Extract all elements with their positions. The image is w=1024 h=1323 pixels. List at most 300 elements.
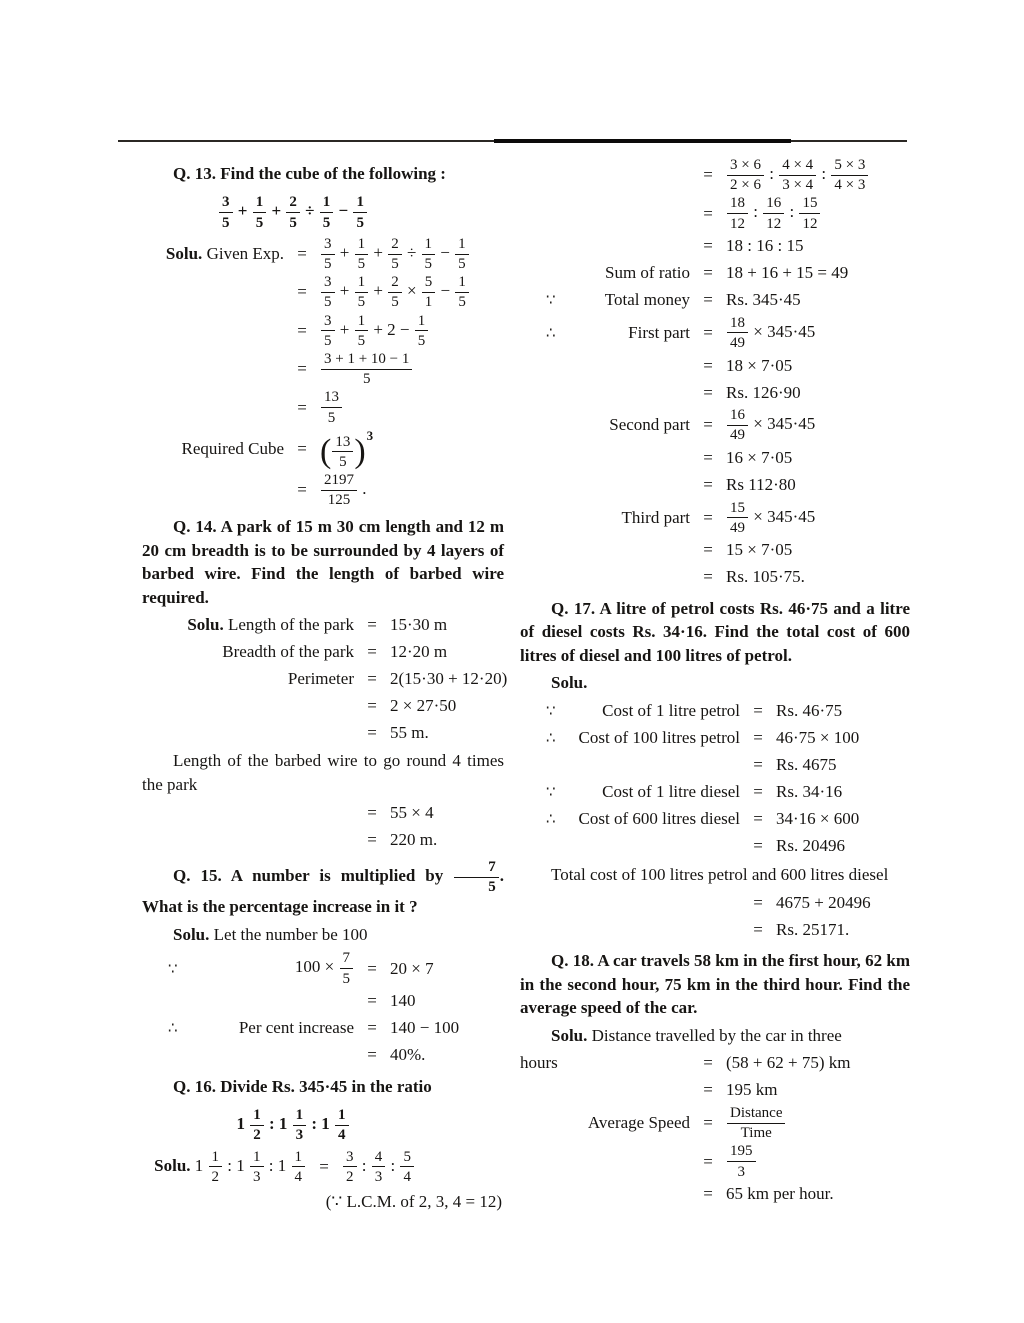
equation-lhs: [142, 669, 360, 689]
equation-rhs: [720, 1080, 910, 1100]
equation-rhs: [314, 351, 504, 387]
fraction-denominator: 5: [458, 294, 466, 311]
equation-rhs: [720, 1143, 910, 1179]
equation-row: [142, 989, 504, 1014]
text-run: 18 × 7·05: [726, 355, 793, 375]
fraction: [354, 274, 370, 310]
fraction-numerator: 7: [340, 950, 354, 969]
equation-row: [520, 834, 910, 859]
question-title: [520, 949, 910, 1019]
equation-rhs: [384, 642, 504, 662]
fraction: [320, 236, 336, 272]
fraction: [726, 500, 749, 536]
fraction-numerator: 3 × 6: [727, 157, 764, 176]
equals-sign: =: [753, 892, 763, 912]
equals-sign: =: [703, 567, 713, 587]
equation-row: [520, 1078, 910, 1103]
content: [142, 155, 910, 1218]
equation-rhs: [384, 696, 504, 716]
text-run: Rs. 345·45: [726, 290, 801, 310]
equation-rhs: [314, 274, 504, 310]
text-run: :: [817, 164, 831, 184]
equation-row: [520, 407, 910, 443]
fraction-numerator: 2197: [321, 472, 357, 491]
question-title: [142, 515, 504, 609]
equation-rhs: [720, 383, 910, 403]
text-run: 100 ×: [294, 957, 339, 977]
fraction-numerator: 3: [219, 194, 233, 213]
text-run: +: [369, 242, 388, 262]
fraction-numerator: 1: [455, 236, 469, 255]
text-run: (58 + 62 + 75) km: [726, 1053, 851, 1073]
equation-rhs: [770, 893, 910, 913]
fraction-numerator: 5: [400, 1149, 414, 1168]
text-run: + 2 −: [369, 319, 414, 339]
equation-rhs: [384, 615, 504, 635]
fraction-numerator: 3: [321, 274, 335, 293]
equals-sign: =: [367, 668, 377, 688]
text-run: Rs. 20496: [776, 836, 845, 856]
text-run: :: [357, 1155, 371, 1175]
fraction-denominator: 5: [357, 332, 366, 349]
equation-rhs: [384, 1018, 504, 1038]
equals-sign: =: [297, 320, 307, 340]
fraction-numerator: 3: [343, 1149, 357, 1168]
text-run: +: [335, 281, 354, 301]
fraction: [218, 194, 234, 230]
equation-rhs: [720, 356, 910, 376]
equals-sign: =: [703, 1184, 713, 1204]
paragraph: [142, 749, 504, 796]
equals-sign: =: [297, 244, 307, 264]
equals-sign: =: [367, 991, 377, 1011]
text-run: Q. 15. A number is multiplied by: [173, 866, 454, 886]
text-run: Rs. 46·75: [776, 701, 843, 721]
fraction-denominator: 5: [222, 214, 230, 231]
fraction: [830, 157, 869, 193]
fraction-numerator: 16: [763, 195, 784, 214]
equation-row: [142, 472, 504, 508]
equation-lhs: [520, 263, 696, 283]
equation-row: [142, 639, 504, 664]
equation-rhs: [770, 782, 910, 802]
equation-rhs: [720, 195, 910, 231]
text-run: : 1: [264, 1114, 292, 1134]
because-symbol: ∵: [168, 961, 178, 978]
fraction-numerator: 2: [388, 274, 402, 293]
equals-sign: =: [703, 236, 713, 256]
equation-lhs: [142, 642, 360, 662]
text-run: Cost of 600 litres diesel: [578, 809, 740, 829]
text-run: Average Speed: [587, 1113, 690, 1133]
equation-rhs: [770, 920, 910, 940]
question-title: [520, 597, 910, 667]
fraction: [252, 194, 268, 230]
fraction-denominator: 4 × 3: [834, 177, 866, 194]
equals-sign: =: [367, 1045, 377, 1065]
text-run: Given Exp.: [202, 244, 284, 264]
fraction-numerator: 18: [727, 195, 748, 214]
fraction-numerator: 13: [332, 434, 353, 453]
equation-rhs: [314, 472, 504, 508]
fraction-denominator: 4: [338, 1127, 346, 1144]
equation-rhs: [720, 1053, 910, 1073]
equals-sign: =: [703, 263, 713, 283]
equation-row: [142, 720, 504, 745]
equals-sign: =: [367, 829, 377, 849]
fraction-numerator: 1: [293, 1107, 307, 1126]
text-run: :: [386, 1155, 400, 1175]
text-run: Rs. 126·90: [726, 382, 801, 402]
text-run: Solu.: [154, 1155, 191, 1175]
cube-expression: [320, 428, 373, 470]
exponent: 3: [366, 427, 374, 443]
equation-row: [142, 389, 504, 425]
equals-sign: =: [703, 475, 713, 494]
text-run: Distance travelled by the car in three: [587, 1025, 842, 1045]
equals-sign: =: [703, 1151, 713, 1171]
fraction: [453, 859, 500, 895]
equals-sign: =: [703, 1053, 713, 1073]
text-run: +: [335, 242, 354, 262]
text-run: Solu.: [165, 244, 203, 264]
fraction: [726, 315, 749, 351]
text-run: Sum of ratio: [605, 263, 690, 283]
equation-rhs: [720, 475, 910, 495]
question-title: [142, 1075, 504, 1098]
fraction: [320, 351, 413, 387]
text-run: Total cost of 100 litres petrol and 600 litres diesel: [551, 864, 889, 884]
fraction-numerator: 5: [422, 274, 436, 293]
fraction-numerator: 1: [415, 313, 429, 332]
equation-rhs: [720, 1105, 910, 1141]
text-run: +: [335, 319, 354, 339]
fraction: [387, 274, 403, 310]
text-run: .: [358, 479, 367, 499]
text-run: Breadth of the park: [222, 641, 354, 661]
text-run: +: [369, 281, 388, 301]
fraction-denominator: 3: [253, 1168, 261, 1185]
text-run: Solu.: [187, 614, 224, 634]
fraction: [726, 157, 765, 193]
text-run: 20 × 7: [390, 958, 434, 978]
text-run: 195 km: [726, 1080, 778, 1100]
fraction: [354, 236, 370, 272]
fraction: [320, 472, 358, 508]
text-run: 220 m.: [390, 829, 438, 849]
paragraph: [520, 671, 910, 694]
fraction-denominator: 12: [802, 215, 818, 232]
equation-lhs: [142, 615, 360, 635]
equals-sign: =: [297, 359, 307, 379]
text-run: ÷: [402, 242, 421, 262]
fraction: [319, 194, 335, 230]
fraction-numerator: 1: [250, 1107, 264, 1126]
top-rule-bold-segment: [494, 139, 791, 143]
fraction-numerator: 1: [335, 1107, 349, 1126]
equation-lhs: [520, 1113, 696, 1133]
fraction-denominator: 49: [730, 334, 745, 351]
equation-row: [520, 1051, 910, 1076]
therefore-symbol: ∴: [546, 811, 556, 828]
therefore-symbol: ∴: [546, 325, 556, 342]
fraction-numerator: 1: [209, 1149, 223, 1168]
equation-rhs: [384, 803, 504, 823]
equation-rhs: [384, 669, 507, 689]
fraction-denominator: 2: [253, 1127, 261, 1144]
fraction: [726, 1143, 757, 1179]
question-title: [142, 162, 504, 185]
text-run: 40%.: [390, 1045, 426, 1065]
fraction-numerator: 15: [727, 500, 748, 519]
text-run: Q. 17. A litre of petrol costs Rs. 46·75 and a litre of diesel costs Rs. 34·16. Find the total cost of 600 litres of diesel and 100 litres of petrol.: [520, 598, 910, 665]
fraction-numerator: 1: [320, 194, 334, 213]
fraction-denominator: 5: [324, 332, 332, 349]
equals-sign: =: [703, 203, 713, 223]
fraction: [334, 1107, 350, 1143]
text-run: 1: [236, 1114, 250, 1134]
text-run: 15·30 m: [390, 614, 448, 634]
equation-row: [520, 380, 910, 405]
text-run: × 345·45: [749, 506, 816, 526]
fraction: [726, 195, 749, 231]
equation-row: [142, 274, 504, 310]
text-run: :: [764, 164, 779, 184]
therefore-symbol: ∴: [168, 1020, 178, 1037]
text-run: −: [436, 281, 455, 301]
text-run: 18 + 16 + 15 = 49: [726, 263, 849, 283]
fraction-denominator: 125: [327, 492, 351, 509]
fraction: [399, 1149, 415, 1185]
because-symbol: ∵: [546, 784, 556, 801]
equation-rhs: [720, 236, 910, 256]
fraction-denominator: 4: [403, 1168, 411, 1185]
equation-row: [520, 288, 910, 313]
text-run: : 1: [223, 1155, 250, 1175]
fraction-numerator: 1: [422, 236, 436, 255]
equation-row: [142, 1149, 504, 1185]
right-column: [520, 155, 910, 1209]
text-run: Q. 13. Find the cube of the following :: [173, 164, 446, 183]
text-run: Rs. 34·16: [776, 782, 843, 802]
fraction-numerator: 1: [250, 1149, 264, 1168]
fraction-denominator: 3 × 4: [782, 177, 814, 194]
fraction: [762, 195, 785, 231]
fraction-numerator: 3 + 1 + 10 − 1: [321, 351, 412, 370]
fraction-numerator: 4: [372, 1149, 386, 1168]
text-run: 46·75 × 100: [776, 728, 860, 748]
equation-row: [142, 827, 504, 852]
fraction: [320, 313, 336, 349]
fraction: [320, 274, 336, 310]
equation-row: [142, 666, 508, 691]
text-run: : 1: [307, 1114, 335, 1134]
left-column: [142, 155, 508, 1218]
text-run: 2 × 27·50: [390, 695, 457, 715]
equals-sign: =: [297, 397, 307, 417]
fraction-denominator: 49: [730, 519, 745, 536]
equation-row: [520, 1105, 910, 1141]
equation-row: [520, 157, 910, 193]
fraction-denominator: 3: [295, 1127, 304, 1144]
paragraph: [520, 863, 910, 886]
equals-sign: =: [367, 1018, 377, 1038]
equation-row: [142, 1043, 504, 1068]
equation-rhs: [314, 313, 504, 349]
text-run: 65 km per hour.: [726, 1184, 834, 1204]
fraction-denominator: 5: [255, 214, 264, 231]
fraction-denominator: 5: [289, 214, 297, 231]
equation-rhs: [720, 407, 910, 443]
equation-lhs: [520, 1053, 696, 1073]
equation-row: [520, 315, 910, 351]
fraction-denominator: 2: [346, 1168, 354, 1185]
equals-sign: =: [703, 382, 713, 402]
fraction-numerator: 1: [355, 236, 369, 255]
equation-rhs: [720, 448, 910, 468]
fraction-denominator: 5: [417, 332, 426, 349]
fraction: [421, 274, 437, 310]
equals-sign: =: [753, 919, 763, 939]
paren-content: [331, 434, 354, 470]
fraction-denominator: 2: [211, 1168, 220, 1185]
fraction: [320, 389, 343, 425]
fraction: [354, 313, 370, 349]
equals-sign: =: [703, 290, 713, 310]
text-run: × 345·45: [749, 321, 816, 341]
equation-rhs: [384, 1045, 504, 1065]
fraction: [454, 274, 470, 310]
equals-sign: =: [703, 448, 713, 467]
equation-row: [520, 261, 910, 286]
equation-row: [520, 353, 910, 378]
fraction: [726, 1105, 786, 1141]
fraction: [352, 194, 368, 230]
fraction: [342, 1149, 358, 1185]
equation-rhs: [720, 315, 910, 351]
text-run: 140: [390, 991, 416, 1011]
fraction-numerator: 1: [253, 194, 267, 213]
math-expression: [142, 194, 444, 230]
fraction-denominator: 5: [339, 453, 347, 470]
text-run: 140 − 100: [390, 1018, 460, 1038]
equation-rhs: [770, 701, 910, 721]
text-run: Second part: [609, 415, 690, 435]
fraction-denominator: 3: [737, 1163, 745, 1180]
fraction-denominator: 5: [458, 256, 466, 273]
equation-row: [520, 565, 910, 590]
equation-row: [520, 753, 910, 778]
fraction-numerator: 18: [727, 315, 748, 334]
text-run: 2(15·30 + 12·20): [390, 668, 508, 688]
text-run: Rs 112·80: [726, 475, 796, 494]
text-run: Third part: [621, 507, 690, 527]
text-run: Perimeter: [287, 668, 354, 688]
equals-sign: =: [367, 802, 377, 822]
equals-sign: =: [297, 282, 307, 302]
equation-row: [520, 446, 910, 471]
fraction-denominator: 5: [357, 294, 366, 311]
equation-rhs: [720, 157, 910, 193]
fraction-denominator: 5: [357, 256, 366, 273]
fraction-denominator: 5: [356, 214, 364, 231]
equation-rhs: [770, 755, 910, 775]
fraction-numerator: 195: [727, 1143, 756, 1162]
equation-rhs: [336, 1149, 504, 1185]
equation-lhs: [520, 415, 696, 435]
text-run: 12·20 m: [390, 641, 448, 661]
fraction: [331, 434, 354, 470]
equation-rhs: [384, 959, 504, 979]
fraction-numerator: 4 × 4: [779, 157, 816, 176]
text-run: 18 : 16 : 15: [726, 236, 804, 256]
fraction: [421, 236, 437, 272]
equals-sign: =: [703, 540, 713, 560]
equation-row: [520, 1182, 910, 1207]
equals-sign: =: [367, 722, 377, 742]
fraction-denominator: 4: [294, 1168, 302, 1185]
equals-sign: =: [367, 958, 377, 978]
equation-rhs: [770, 728, 910, 748]
text-run: 55 × 4: [390, 802, 434, 822]
equation-row: [142, 1016, 504, 1041]
paragraph: [142, 1190, 504, 1213]
fraction-denominator: 12: [766, 215, 782, 232]
fraction: [292, 1107, 308, 1143]
equation-rhs: [720, 263, 910, 283]
equals-sign: =: [703, 355, 713, 375]
fraction-numerator: Distance: [727, 1105, 785, 1124]
fraction: [371, 1149, 387, 1185]
text-run: Cost of 100 litres petrol: [578, 728, 740, 748]
equals-sign: =: [319, 1156, 329, 1176]
fraction-denominator: 5: [391, 256, 399, 273]
equation-row: [520, 234, 910, 259]
equals-sign: =: [703, 165, 713, 185]
equals-sign: =: [703, 415, 713, 435]
text-run: +: [233, 201, 252, 221]
fraction: [387, 236, 403, 272]
fraction-denominator: 5: [391, 294, 399, 311]
fraction-denominator: 12: [730, 215, 745, 232]
equation-row: [142, 351, 504, 387]
fraction-denominator: 3: [374, 1168, 383, 1185]
equals-sign: =: [367, 614, 377, 634]
equals-sign: =: [367, 695, 377, 715]
text-run: ÷: [300, 201, 319, 221]
equation-lhs: [142, 439, 290, 459]
fraction-numerator: 1: [455, 274, 469, 293]
equation-rhs: [314, 236, 504, 272]
fraction-denominator: 5: [324, 294, 332, 311]
equals-sign: =: [753, 782, 763, 802]
text-run: Cost of 1 litre diesel: [602, 782, 740, 802]
text-run: Q. 18. A car travels 58 km in the first hour, 62 km in the second hour, 75 km in the third hour. Find the average speed of the car.: [520, 951, 910, 1018]
equals-sign: =: [367, 641, 377, 661]
equals-sign: =: [753, 755, 763, 775]
equation-row: [520, 780, 910, 805]
text-run: Solu.: [551, 1025, 588, 1045]
equation-row: [142, 800, 504, 825]
equation-rhs: [314, 389, 504, 425]
equation-rhs: [720, 500, 910, 536]
text-run: Let the number be 100: [209, 924, 368, 944]
text-run: −: [436, 242, 455, 262]
equation-rhs: [720, 567, 910, 587]
equation-rhs: [770, 836, 910, 856]
text-run: Q. 16. Divide Rs. 345·45 in the ratio: [173, 1076, 432, 1096]
fraction-numerator: 13: [321, 389, 342, 408]
